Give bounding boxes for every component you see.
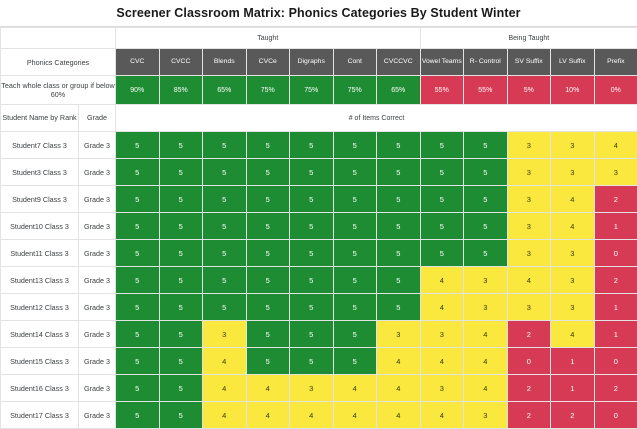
table-row bbox=[1, 375, 637, 402]
score-cell: 5 bbox=[290, 321, 334, 348]
score-cell: 1 bbox=[594, 321, 637, 348]
student-name-by-rank-label: Student Name by Rank bbox=[1, 105, 79, 132]
category-header-cell[interactable]: Prefix bbox=[594, 49, 637, 76]
score-cell: 4 bbox=[551, 321, 595, 348]
score-cell: 5 bbox=[246, 240, 290, 267]
score-cell: 5 bbox=[246, 348, 290, 375]
score-cell: 4 bbox=[594, 132, 637, 159]
student-grade-cell: Grade 3 bbox=[79, 267, 116, 294]
score-cell: 4 bbox=[290, 402, 334, 429]
score-cell: 3 bbox=[507, 159, 551, 186]
score-cell: 5 bbox=[464, 186, 508, 213]
score-cell: 5 bbox=[377, 294, 421, 321]
score-cell: 5 bbox=[159, 186, 203, 213]
subheader-row bbox=[1, 105, 637, 132]
table-row bbox=[1, 159, 637, 186]
score-cell: 5 bbox=[377, 159, 421, 186]
score-cell: 1 bbox=[551, 375, 595, 402]
score-cell: 5 bbox=[420, 159, 464, 186]
student-name-cell[interactable]: Student12 Class 3 bbox=[1, 294, 79, 321]
score-cell: 5 bbox=[333, 159, 377, 186]
score-cell: 5 bbox=[333, 213, 377, 240]
score-cell: 4 bbox=[246, 402, 290, 429]
score-cell: 5 bbox=[290, 348, 334, 375]
student-grade-cell: Grade 3 bbox=[79, 186, 116, 213]
threshold-cell: 85% bbox=[159, 76, 203, 105]
student-name-cell[interactable]: Student3 Class 3 bbox=[1, 159, 79, 186]
category-header-cell[interactable]: CVCCVC bbox=[377, 49, 421, 76]
student-grade-cell: Grade 3 bbox=[79, 348, 116, 375]
score-cell: 5 bbox=[377, 213, 421, 240]
score-cell: 2 bbox=[594, 267, 637, 294]
category-header-row bbox=[1, 49, 637, 76]
threshold-rule-label: Teach whole class or group if below 60% bbox=[1, 76, 116, 105]
student-name-cell[interactable]: Student9 Class 3 bbox=[1, 186, 79, 213]
score-cell: 5 bbox=[159, 213, 203, 240]
grade-column-label: Grade bbox=[79, 105, 116, 132]
table-row bbox=[1, 294, 637, 321]
score-cell: 3 bbox=[203, 321, 247, 348]
group-header-row bbox=[1, 28, 637, 49]
score-cell: 5 bbox=[333, 267, 377, 294]
group-header-spacer bbox=[1, 28, 116, 49]
score-cell: 4 bbox=[377, 402, 421, 429]
score-cell: 5 bbox=[159, 402, 203, 429]
score-cell: 5 bbox=[246, 213, 290, 240]
score-cell: 3 bbox=[464, 294, 508, 321]
student-grade-cell: Grade 3 bbox=[79, 321, 116, 348]
score-cell: 5 bbox=[464, 213, 508, 240]
student-grade-cell: Grade 3 bbox=[79, 240, 116, 267]
category-header-cell[interactable]: Blends bbox=[203, 49, 247, 76]
student-grade-cell: Grade 3 bbox=[79, 213, 116, 240]
score-cell: 5 bbox=[159, 348, 203, 375]
score-cell: 5 bbox=[333, 186, 377, 213]
score-cell: 5 bbox=[203, 267, 247, 294]
student-name-cell[interactable]: Student17 Class 3 bbox=[1, 402, 79, 429]
score-cell: 3 bbox=[464, 402, 508, 429]
score-cell: 5 bbox=[246, 267, 290, 294]
score-cell: 5 bbox=[333, 132, 377, 159]
score-cell: 3 bbox=[551, 267, 595, 294]
score-cell: 3 bbox=[551, 240, 595, 267]
score-cell: 5 bbox=[116, 375, 160, 402]
score-cell: 4 bbox=[203, 348, 247, 375]
score-cell: 5 bbox=[377, 240, 421, 267]
score-cell: 5 bbox=[420, 132, 464, 159]
student-grade-cell: Grade 3 bbox=[79, 402, 116, 429]
score-cell: 1 bbox=[594, 294, 637, 321]
score-cell: 3 bbox=[551, 132, 595, 159]
phonics-categories-label: Phonics Categories bbox=[1, 49, 116, 76]
score-cell: 5 bbox=[333, 348, 377, 375]
score-cell: 5 bbox=[246, 186, 290, 213]
student-name-cell[interactable]: Student15 Class 3 bbox=[1, 348, 79, 375]
category-header-cell[interactable]: Cont bbox=[333, 49, 377, 76]
score-cell: 5 bbox=[159, 240, 203, 267]
score-cell: 5 bbox=[116, 159, 160, 186]
group-header-taught: Taught bbox=[116, 28, 421, 49]
score-cell: 5 bbox=[203, 294, 247, 321]
score-cell: 5 bbox=[116, 240, 160, 267]
table-row bbox=[1, 348, 637, 375]
group-header-being-taught: Being Taught bbox=[420, 28, 637, 49]
threshold-row bbox=[1, 76, 637, 105]
score-cell: 5 bbox=[116, 348, 160, 375]
score-cell: 5 bbox=[116, 294, 160, 321]
category-header-cell[interactable]: R- Control bbox=[464, 49, 508, 76]
threshold-cell: 75% bbox=[333, 76, 377, 105]
score-cell: 3 bbox=[420, 321, 464, 348]
threshold-cell: 65% bbox=[203, 76, 247, 105]
score-cell: 5 bbox=[377, 186, 421, 213]
score-cell: 3 bbox=[420, 375, 464, 402]
score-cell: 4 bbox=[333, 375, 377, 402]
student-grade-cell: Grade 3 bbox=[79, 159, 116, 186]
score-cell: 3 bbox=[507, 294, 551, 321]
score-cell: 5 bbox=[159, 159, 203, 186]
score-cell: 5 bbox=[290, 267, 334, 294]
score-cell: 3 bbox=[507, 132, 551, 159]
score-cell: 4 bbox=[420, 348, 464, 375]
threshold-cell: 10% bbox=[551, 76, 595, 105]
student-grade-cell: Grade 3 bbox=[79, 375, 116, 402]
score-cell: 5 bbox=[159, 375, 203, 402]
score-cell: 5 bbox=[159, 321, 203, 348]
score-cell: 5 bbox=[420, 213, 464, 240]
score-cell: 4 bbox=[464, 375, 508, 402]
category-header-cell[interactable]: Digraphs bbox=[290, 49, 334, 76]
score-cell: 5 bbox=[159, 132, 203, 159]
score-cell: 5 bbox=[464, 159, 508, 186]
score-cell: 5 bbox=[246, 321, 290, 348]
score-cell: 4 bbox=[377, 348, 421, 375]
table-row bbox=[1, 132, 637, 159]
score-cell: 5 bbox=[203, 186, 247, 213]
student-grade-cell: Grade 3 bbox=[79, 294, 116, 321]
score-cell: 5 bbox=[203, 132, 247, 159]
threshold-cell: 65% bbox=[377, 76, 421, 105]
student-name-cell[interactable]: Student11 Class 3 bbox=[1, 240, 79, 267]
score-cell: 4 bbox=[551, 213, 595, 240]
score-cell: 3 bbox=[507, 213, 551, 240]
score-cell: 5 bbox=[246, 294, 290, 321]
score-cell: 2 bbox=[507, 402, 551, 429]
score-cell: 5 bbox=[159, 267, 203, 294]
score-cell: 5 bbox=[203, 159, 247, 186]
score-cell: 5 bbox=[116, 186, 160, 213]
category-header-cell[interactable]: SV Suffix bbox=[507, 49, 551, 76]
student-name-cell[interactable]: Student13 Class 3 bbox=[1, 267, 79, 294]
threshold-cell: 55% bbox=[420, 76, 464, 105]
score-cell: 5 bbox=[333, 294, 377, 321]
score-cell: 1 bbox=[594, 213, 637, 240]
score-cell: 5 bbox=[203, 213, 247, 240]
phonics-matrix-table bbox=[0, 27, 637, 429]
score-cell: 3 bbox=[551, 294, 595, 321]
student-name-cell[interactable]: Student10 Class 3 bbox=[1, 213, 79, 240]
table-row bbox=[1, 321, 637, 348]
table-row bbox=[1, 267, 637, 294]
score-cell: 5 bbox=[246, 132, 290, 159]
score-cell: 3 bbox=[507, 186, 551, 213]
threshold-cell: 90% bbox=[116, 76, 160, 105]
score-cell: 0 bbox=[594, 402, 637, 429]
items-correct-label: # of Items Correct bbox=[116, 105, 637, 132]
category-header-cell[interactable]: LV Suffix bbox=[551, 49, 595, 76]
score-cell: 5 bbox=[116, 132, 160, 159]
score-cell: 4 bbox=[203, 375, 247, 402]
score-cell: 3 bbox=[507, 240, 551, 267]
threshold-cell: 75% bbox=[290, 76, 334, 105]
student-name-cell[interactable]: Student14 Class 3 bbox=[1, 321, 79, 348]
page-title-bar bbox=[0, 0, 637, 27]
score-cell: 3 bbox=[377, 321, 421, 348]
category-header-cell[interactable]: CVCe bbox=[246, 49, 290, 76]
score-cell: 4 bbox=[377, 375, 421, 402]
score-cell: 5 bbox=[464, 132, 508, 159]
score-cell: 2 bbox=[594, 375, 637, 402]
score-cell: 2 bbox=[594, 186, 637, 213]
score-cell: 5 bbox=[290, 186, 334, 213]
score-cell: 5 bbox=[290, 132, 334, 159]
score-cell: 4 bbox=[464, 321, 508, 348]
threshold-cell: 5% bbox=[507, 76, 551, 105]
score-cell: 0 bbox=[594, 240, 637, 267]
score-cell: 4 bbox=[507, 267, 551, 294]
score-cell: 3 bbox=[594, 159, 637, 186]
score-cell: 5 bbox=[420, 240, 464, 267]
score-cell: 5 bbox=[246, 159, 290, 186]
student-grade-cell: Grade 3 bbox=[79, 132, 116, 159]
score-cell: 5 bbox=[333, 321, 377, 348]
score-cell: 5 bbox=[116, 321, 160, 348]
score-cell: 4 bbox=[420, 267, 464, 294]
score-cell: 5 bbox=[377, 267, 421, 294]
score-cell: 2 bbox=[507, 375, 551, 402]
score-cell: 5 bbox=[159, 294, 203, 321]
score-cell: 4 bbox=[203, 402, 247, 429]
threshold-cell: 0% bbox=[594, 76, 637, 105]
score-cell: 4 bbox=[333, 402, 377, 429]
score-cell: 5 bbox=[464, 240, 508, 267]
score-cell: 5 bbox=[377, 132, 421, 159]
threshold-cell: 55% bbox=[464, 76, 508, 105]
score-cell: 0 bbox=[507, 348, 551, 375]
category-header-cell[interactable]: CVC bbox=[116, 49, 160, 76]
score-cell: 4 bbox=[420, 294, 464, 321]
score-cell: 5 bbox=[333, 240, 377, 267]
score-cell: 5 bbox=[116, 267, 160, 294]
student-name-cell[interactable]: Student7 Class 3 bbox=[1, 132, 79, 159]
matrix-body bbox=[1, 28, 637, 429]
score-cell: 3 bbox=[464, 267, 508, 294]
page-title: Screener Classroom Matrix: Phonics Categories By Student Winter bbox=[116, 6, 520, 20]
table-row bbox=[1, 240, 637, 267]
score-cell: 4 bbox=[246, 375, 290, 402]
score-cell: 0 bbox=[594, 348, 637, 375]
score-cell: 5 bbox=[290, 159, 334, 186]
student-name-cell[interactable]: Student16 Class 3 bbox=[1, 375, 79, 402]
category-header-cell[interactable]: Vowel Teams bbox=[420, 49, 464, 76]
category-header-cell[interactable]: CVCC bbox=[159, 49, 203, 76]
score-cell: 1 bbox=[551, 348, 595, 375]
table-row bbox=[1, 213, 637, 240]
score-cell: 2 bbox=[507, 321, 551, 348]
score-cell: 5 bbox=[420, 186, 464, 213]
score-cell: 2 bbox=[551, 402, 595, 429]
table-row bbox=[1, 186, 637, 213]
score-cell: 5 bbox=[203, 240, 247, 267]
score-cell: 4 bbox=[551, 186, 595, 213]
score-cell: 3 bbox=[290, 375, 334, 402]
score-cell: 5 bbox=[116, 402, 160, 429]
score-cell: 5 bbox=[290, 240, 334, 267]
score-cell: 5 bbox=[290, 213, 334, 240]
score-cell: 4 bbox=[420, 402, 464, 429]
score-cell: 5 bbox=[290, 294, 334, 321]
table-row bbox=[1, 402, 637, 429]
threshold-cell: 75% bbox=[246, 76, 290, 105]
score-cell: 4 bbox=[464, 348, 508, 375]
score-cell: 3 bbox=[551, 159, 595, 186]
score-cell: 5 bbox=[116, 213, 160, 240]
